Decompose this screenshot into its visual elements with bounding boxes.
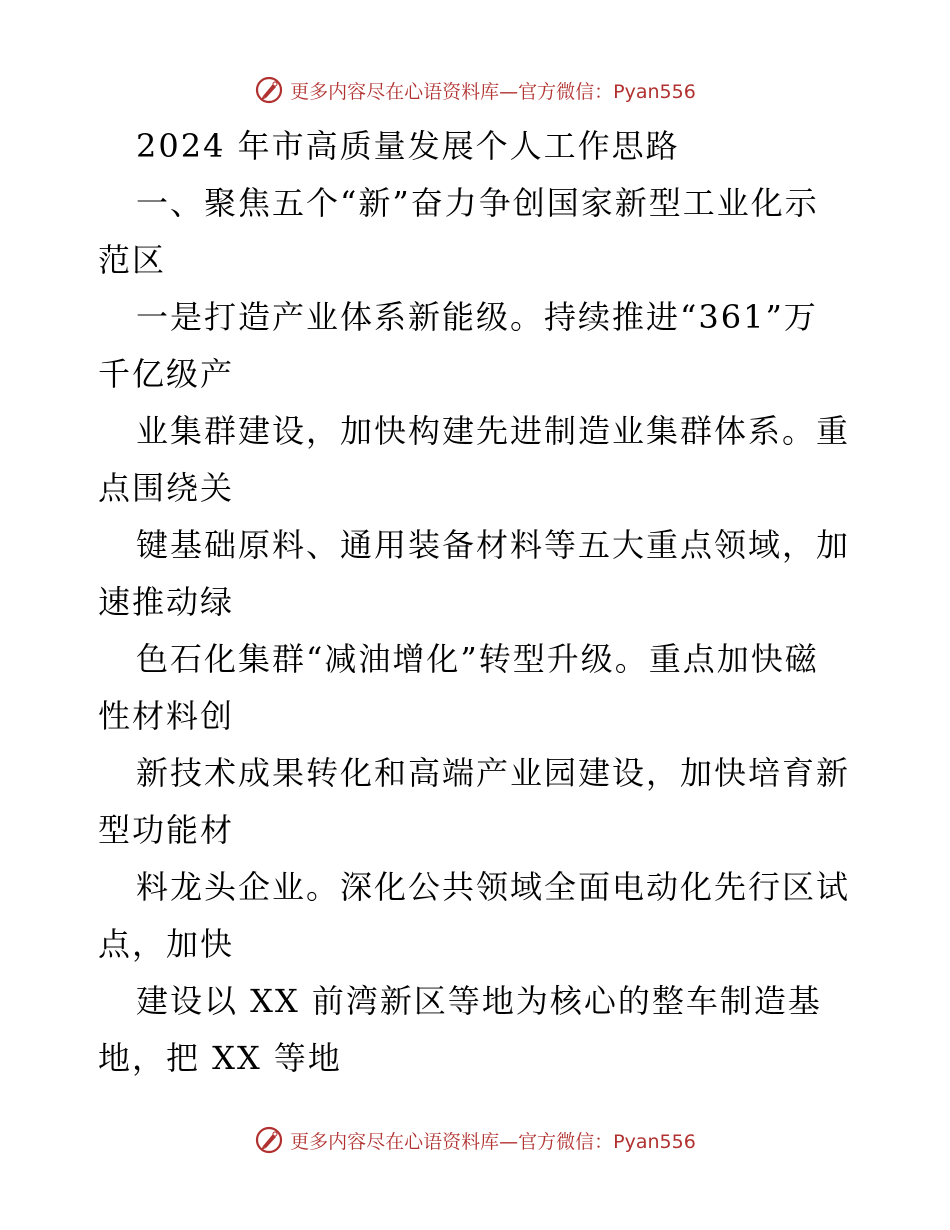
text-line: 点围绕关 — [98, 469, 235, 507]
text-line: 千亿级产 — [98, 355, 235, 393]
text-line: 点，加快 — [98, 925, 235, 963]
text-line: 一、聚焦五个“新”奋力争创国家新型工业化示 — [136, 184, 819, 222]
header-watermark-text: 更多内容尽在心语资料库—官方微信：Pyan556 — [290, 80, 696, 103]
text-line: 料龙头企业。深化公共领域全面电动化先行区试 — [136, 868, 851, 906]
text-line: 地，把 XX 等地 — [98, 1039, 342, 1077]
text-line: 新技术成果转化和高端产业园建设，加快培育新 — [136, 754, 851, 792]
document-body — [98, 118, 858, 1087]
text-line: 型功能材 — [98, 811, 235, 849]
header-watermark-banner — [0, 70, 950, 110]
footer-watermark-text: 更多内容尽在心语资料库—官方微信：Pyan556 — [290, 1130, 696, 1153]
pen-logo-icon — [254, 1125, 284, 1155]
text-line: 键基础原料、通用装备材料等五大重点领域，加 — [136, 526, 851, 564]
text-line: 范区 — [98, 241, 167, 279]
document-title: 2024 年市高质量发展个人工作思路 — [136, 127, 680, 165]
footer-watermark-banner — [0, 1120, 950, 1160]
text-line: 色石化集群“减油增化”转型升级。重点加快磁 — [136, 640, 819, 678]
pen-logo-icon — [254, 75, 284, 105]
text-line: 建设以 XX 前湾新区等地为核心的整车制造基 — [136, 982, 822, 1020]
text-line: 性材料创 — [98, 697, 235, 735]
text-line: 业集群建设，加快构建先进制造业集群体系。重 — [136, 412, 851, 450]
text-line: 一是打造产业体系新能级。持续推进“361”万 — [136, 298, 818, 336]
text-line: 速推动绿 — [98, 583, 235, 621]
